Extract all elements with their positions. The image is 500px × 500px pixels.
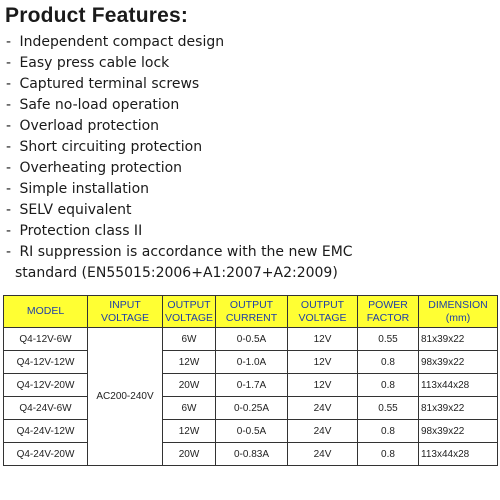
column-header-dimension: DIMENSION (mm) [419, 296, 498, 328]
output-current-cell: 0-1.7A [216, 374, 288, 397]
input-voltage-cell: AC200-240V [88, 328, 163, 466]
dimension-cell: 98x39x22 [419, 420, 498, 443]
feature-text: Overheating protection [19, 160, 183, 176]
table-header-row [4, 296, 498, 328]
model-cell: Q4-24V-12W [4, 420, 88, 443]
table-row [4, 397, 498, 420]
output-current-cell: 0-0.25A [216, 397, 288, 420]
feature-text: Easy press cable lock [19, 55, 170, 71]
power-factor-cell: 0.8 [358, 443, 419, 466]
output-voltage-cell: 12V [288, 328, 358, 351]
dimension-cell: 113x44x28 [419, 443, 498, 466]
column-header-model: MODEL [4, 296, 88, 328]
dimension-cell: 81x39x22 [419, 328, 498, 351]
output-current-cell: 0-0.83A [216, 443, 288, 466]
feature-text: Short circuiting protection [19, 139, 203, 155]
power-factor-cell: 0.55 [358, 397, 419, 420]
feature-item: - Overload protection [6, 118, 160, 134]
output-current-cell: 0-0.5A [216, 328, 288, 351]
table-row [4, 420, 498, 443]
table-row [4, 374, 498, 397]
feature-item: - SELV equivalent [6, 202, 132, 218]
column-header-output-voltage: OUTPUT VOLTAGE [288, 296, 358, 328]
output-power-cell: 6W [163, 397, 216, 420]
feature-text: RI suppression is accordance with the new EMC [19, 244, 353, 260]
dimension-cell: 81x39x22 [419, 397, 498, 420]
output-power-cell: 12W [163, 351, 216, 374]
output-voltage-cell: 24V [288, 397, 358, 420]
output-current-cell: 0-1.0A [216, 351, 288, 374]
model-cell: Q4-24V-20W [4, 443, 88, 466]
column-header-input-voltage: INPUT VOLTAGE [88, 296, 163, 328]
feature-text: Independent compact design [19, 34, 225, 50]
feature-item: - Short circuiting protection [6, 139, 203, 155]
model-cell: Q4-24V-6W [4, 397, 88, 420]
output-power-cell: 12W [163, 420, 216, 443]
output-power-cell: 20W [163, 374, 216, 397]
feature-item: - Overheating protection [6, 160, 183, 176]
feature-text: Captured terminal screws [19, 76, 200, 92]
feature-text: Protection class II [19, 223, 143, 239]
feature-text-continued: standard (EN55015:2006+A1:2007+A2:2009) [15, 265, 338, 281]
output-power-cell: 6W [163, 328, 216, 351]
feature-item: - Simple installation [6, 181, 150, 197]
feature-item: - Independent compact design [6, 34, 225, 50]
output-voltage-cell: 24V [288, 443, 358, 466]
output-voltage-cell: 12V [288, 374, 358, 397]
table-row [4, 328, 498, 351]
feature-item: - RI suppression is accordance with the new EMC standard (EN55015:2006+A1:2007+A2:2009) [6, 242, 496, 284]
dimension-cell: 98x39x22 [419, 351, 498, 374]
feature-item: - Easy press cable lock [6, 55, 170, 71]
model-cell: Q4-12V-12W [4, 351, 88, 374]
column-header-output-current: OUTPUT CURRENT [216, 296, 288, 328]
output-current-cell: 0-0.5A [216, 420, 288, 443]
feature-text: Safe no-load operation [19, 97, 180, 113]
feature-text: SELV equivalent [19, 202, 132, 218]
feature-text: Simple installation [19, 181, 150, 197]
power-factor-cell: 0.8 [358, 374, 419, 397]
column-header-output-power: OUTPUT VOLTAGE [163, 296, 216, 328]
power-factor-cell: 0.8 [358, 420, 419, 443]
output-power-cell: 20W [163, 443, 216, 466]
table-row [4, 351, 498, 374]
dimension-cell: 113x44x28 [419, 374, 498, 397]
model-cell: Q4-12V-6W [4, 328, 88, 351]
column-header-power-factor: POWER FACTOR [358, 296, 419, 328]
feature-text: Overload protection [19, 118, 160, 134]
table-row [4, 443, 498, 466]
spec-table [3, 295, 498, 466]
power-factor-cell: 0.8 [358, 351, 419, 374]
feature-list [6, 32, 496, 284]
feature-item: - Protection class II [6, 223, 143, 239]
feature-item: - Safe no-load operation [6, 97, 180, 113]
model-cell: Q4-12V-20W [4, 374, 88, 397]
page-title: Product Features: [5, 4, 189, 27]
output-voltage-cell: 12V [288, 351, 358, 374]
output-voltage-cell: 24V [288, 420, 358, 443]
feature-item: - Captured terminal screws [6, 76, 200, 92]
power-factor-cell: 0.55 [358, 328, 419, 351]
